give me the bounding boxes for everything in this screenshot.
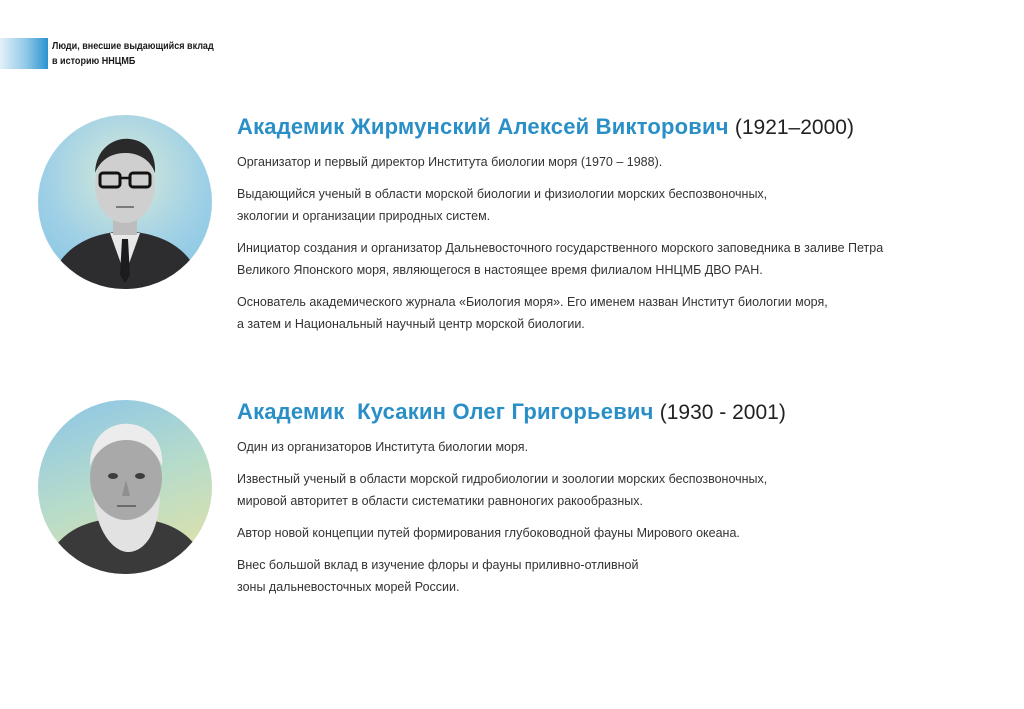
header-title bbox=[52, 39, 214, 69]
bio-paragraph: Выдающийся ученый в области морской биологии и физиологии морских беспозвоночных, экологии и организации природных систем. bbox=[237, 187, 768, 223]
person-bio bbox=[237, 436, 957, 608]
bio-paragraph: Организатор и первый директор Института биологии моря (1970 – 1988). bbox=[237, 155, 663, 169]
person-heading bbox=[237, 113, 854, 142]
portrait-photo bbox=[38, 400, 212, 574]
header-title-line-1: Люди, внесшие выдающийся вклад bbox=[52, 40, 214, 52]
person-name: Академик Кусакин Олег Григорьевич bbox=[237, 399, 654, 424]
bio-paragraph: Инициатор создания и организатор Дальневосточного государственного морского заповедника в заливе Петра Великого Японского моря, являющегося в настоящее время филиалом ННЦМБ ДВО РАН. bbox=[237, 241, 884, 277]
page-header bbox=[0, 38, 260, 71]
portrait-illustration bbox=[38, 115, 212, 289]
portrait-illustration bbox=[38, 400, 212, 574]
bio-paragraph: Основатель академического журнала «Биология моря». Его именем назван Институт биологии моря, а затем и Национальный научный центр морской биологии. bbox=[237, 295, 828, 331]
bio-paragraph: Один из организаторов Института биологии моря. bbox=[237, 440, 529, 454]
bio-paragraph: Известный ученый в области морской гидробиологии и зоологии морских беспозвоночных, мировой авторитет в области систематики равноногих ракообразных. bbox=[237, 472, 768, 508]
person-name: Академик Жирмунский Алексей Викторович bbox=[237, 114, 729, 139]
header-accent-bar bbox=[0, 38, 48, 69]
portrait-photo bbox=[38, 115, 212, 289]
bio-paragraph: Автор новой концепции путей формирования глубоководной фауны Мирового океана. bbox=[237, 526, 740, 540]
person-years: (1921–2000) bbox=[734, 116, 854, 139]
person-heading bbox=[237, 398, 786, 427]
person-bio bbox=[237, 151, 957, 345]
person-years: (1930 - 2001) bbox=[659, 401, 786, 424]
header-title-line-2: в историю ННЦМБ bbox=[52, 55, 136, 67]
bio-paragraph: Внес большой вклад в изучение флоры и фауны приливно-отливной зоны дальневосточных морей России. bbox=[237, 558, 639, 594]
